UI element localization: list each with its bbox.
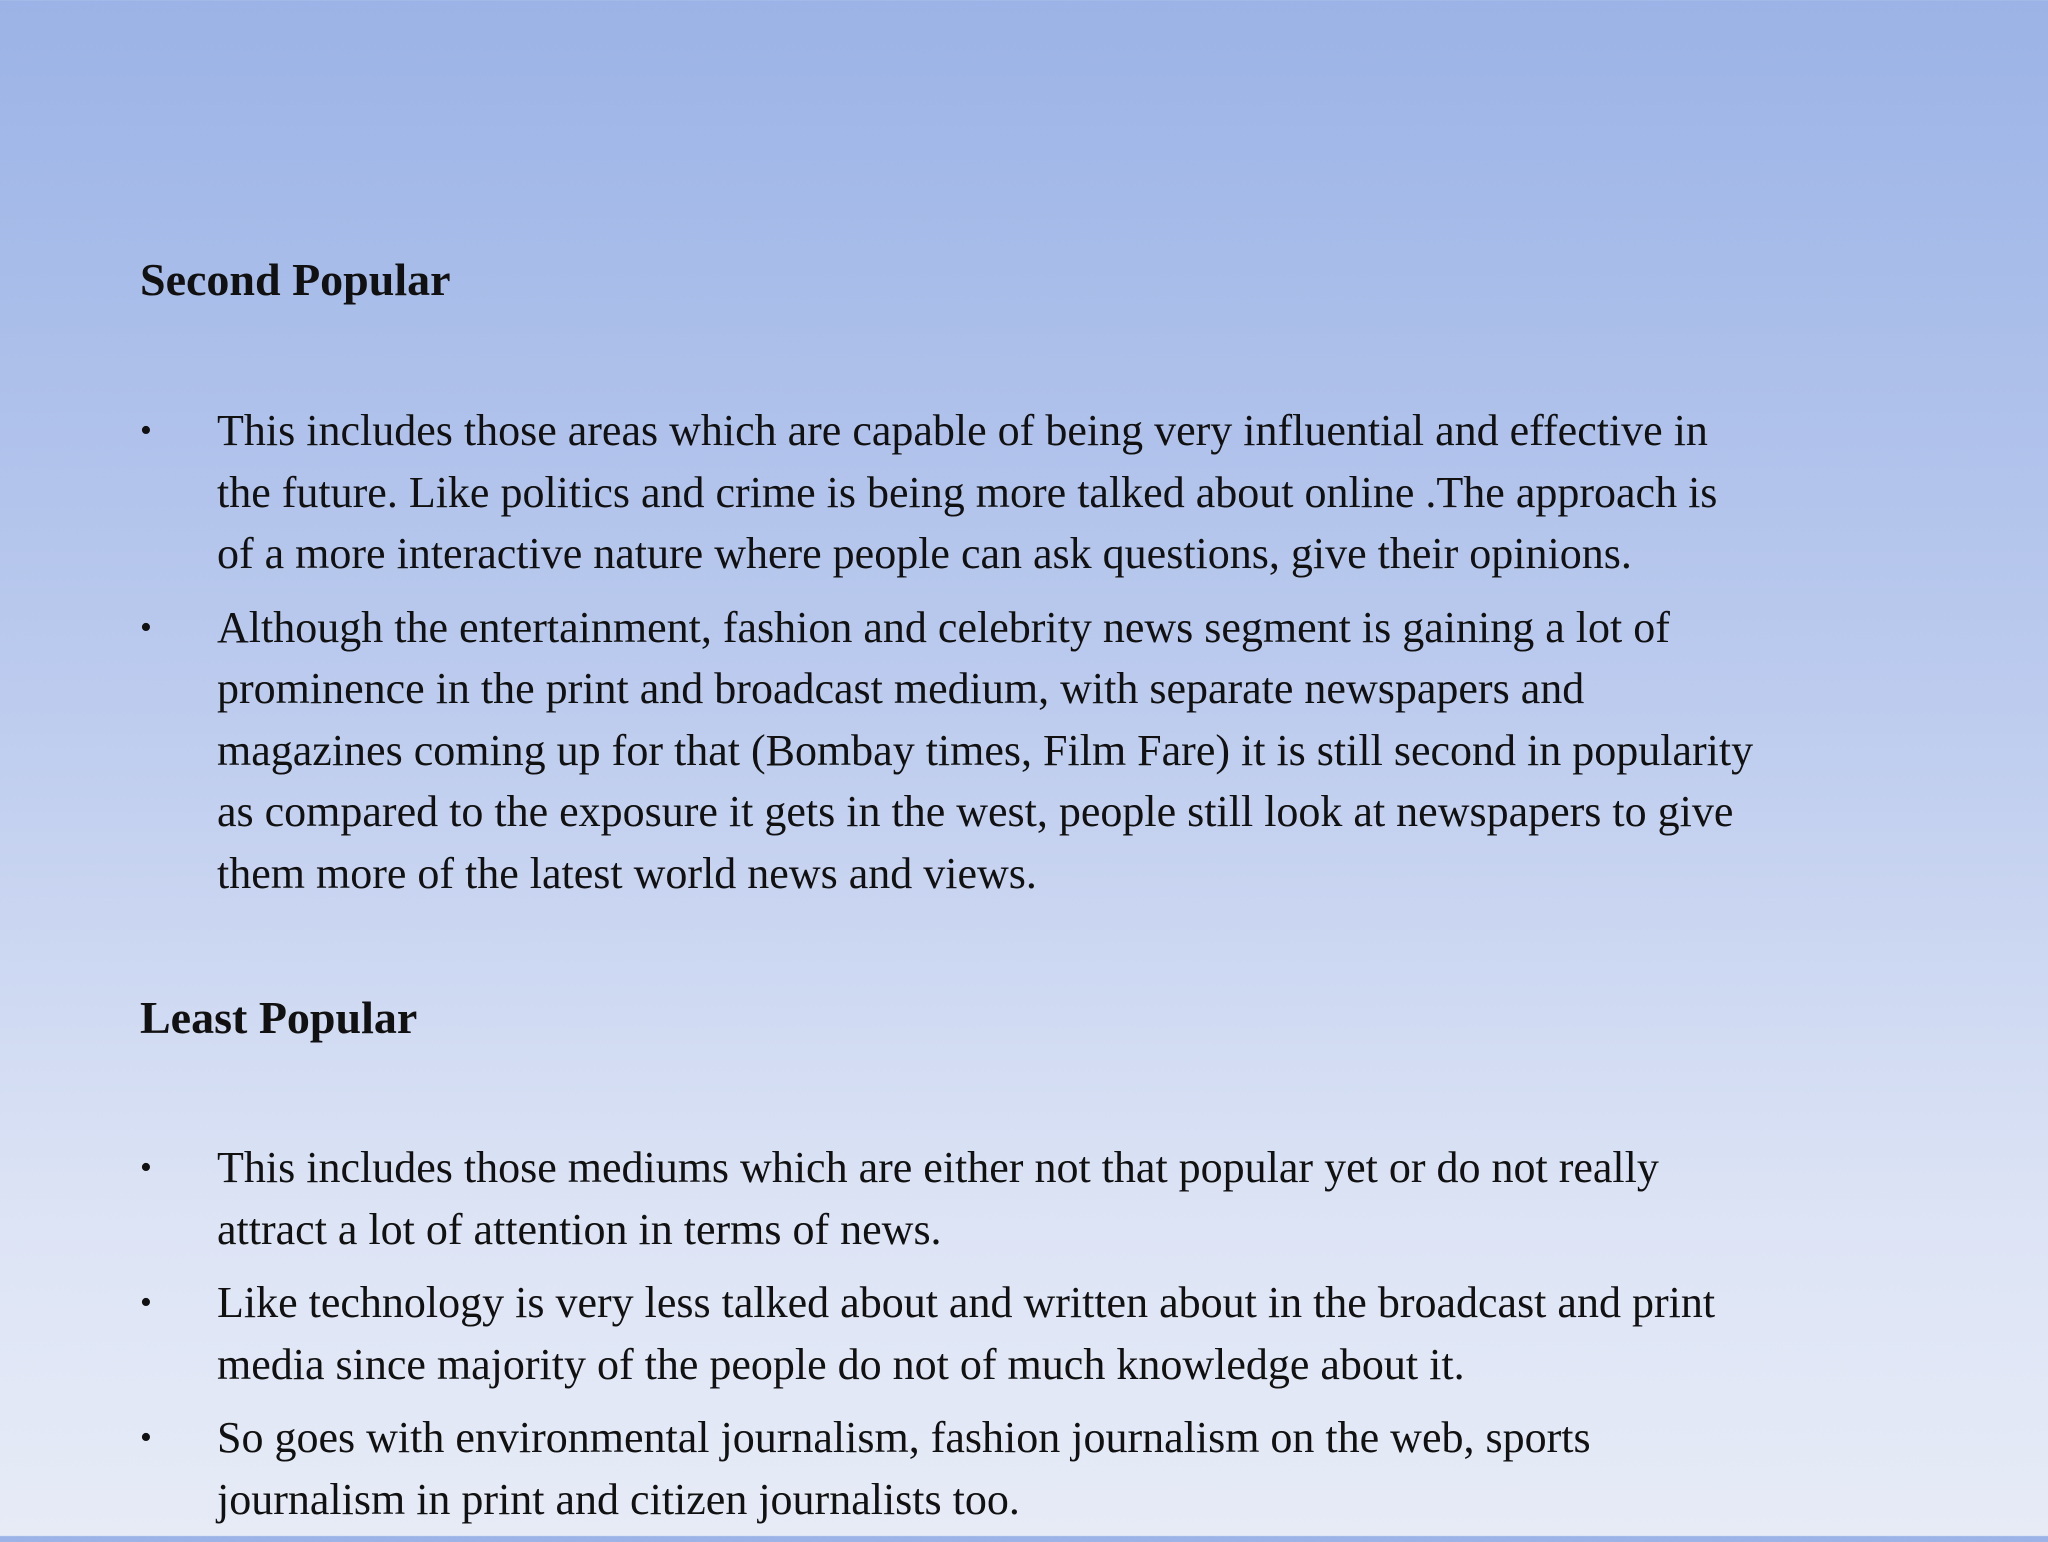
bullet-text-line: prominence in the print and broadcast medium, with separate newspapers and: [217, 664, 1585, 713]
bullet-list-second-popular: [140, 400, 1940, 916]
bullet-text-line: This includes those areas which are capable of being very influential and effective in: [217, 406, 1708, 455]
bullet-icon: •: [140, 1284, 152, 1321]
bullet-list-least-popular: [140, 1137, 1940, 1542]
section-heading-least-popular: Least Popular: [140, 992, 418, 1043]
bullet-text-line: Although the entertainment, fashion and celebrity news segment is gaining a lot of: [217, 602, 1670, 652]
bullet-text-line: This includes those mediums which are either not that popular yet or do not really: [217, 1143, 1659, 1192]
bullet-text-line: them more of the latest world news and views.: [217, 848, 1037, 898]
bullet-icon: •: [140, 1149, 152, 1186]
bullet-text-line: of a more interactive nature where people can ask questions, give their opinions.: [217, 529, 1632, 578]
bullet-icon: •: [140, 608, 152, 646]
bullet-item: [140, 1407, 1940, 1530]
bullet-icon: •: [140, 412, 152, 449]
bullet-text-line: journalism in print and citizen journalists too.: [217, 1474, 1020, 1524]
section-heading-second-popular: Second Popular: [140, 254, 451, 305]
bullet-text-line: the future. Like politics and crime is being more talked about online .The approach is: [217, 467, 1718, 517]
bullet-item: [140, 1272, 1940, 1395]
bullet-text-line: So goes with environmental journalism, fashion journalism on the web, sports: [217, 1413, 1591, 1462]
bullet-icon: •: [140, 1419, 152, 1456]
bullet-text-line: attract a lot of attention in terms of news.: [217, 1204, 942, 1254]
bullet-item: [140, 1137, 1940, 1260]
bullet-item: [140, 400, 1940, 585]
bullet-text-line: Like technology is very less talked about and written about in the broadcast and print: [217, 1278, 1716, 1327]
bullet-item: [140, 597, 1940, 905]
bullet-text-line: media since majority of the people do not of much knowledge about it.: [217, 1339, 1465, 1389]
bullet-text-line: magazines coming up for that (Bombay times, Film Fare) it is still second in popularity: [217, 725, 1754, 775]
bullet-text-line: as compared to the exposure it gets in the west, people still look at newspapers to give: [217, 787, 1734, 836]
